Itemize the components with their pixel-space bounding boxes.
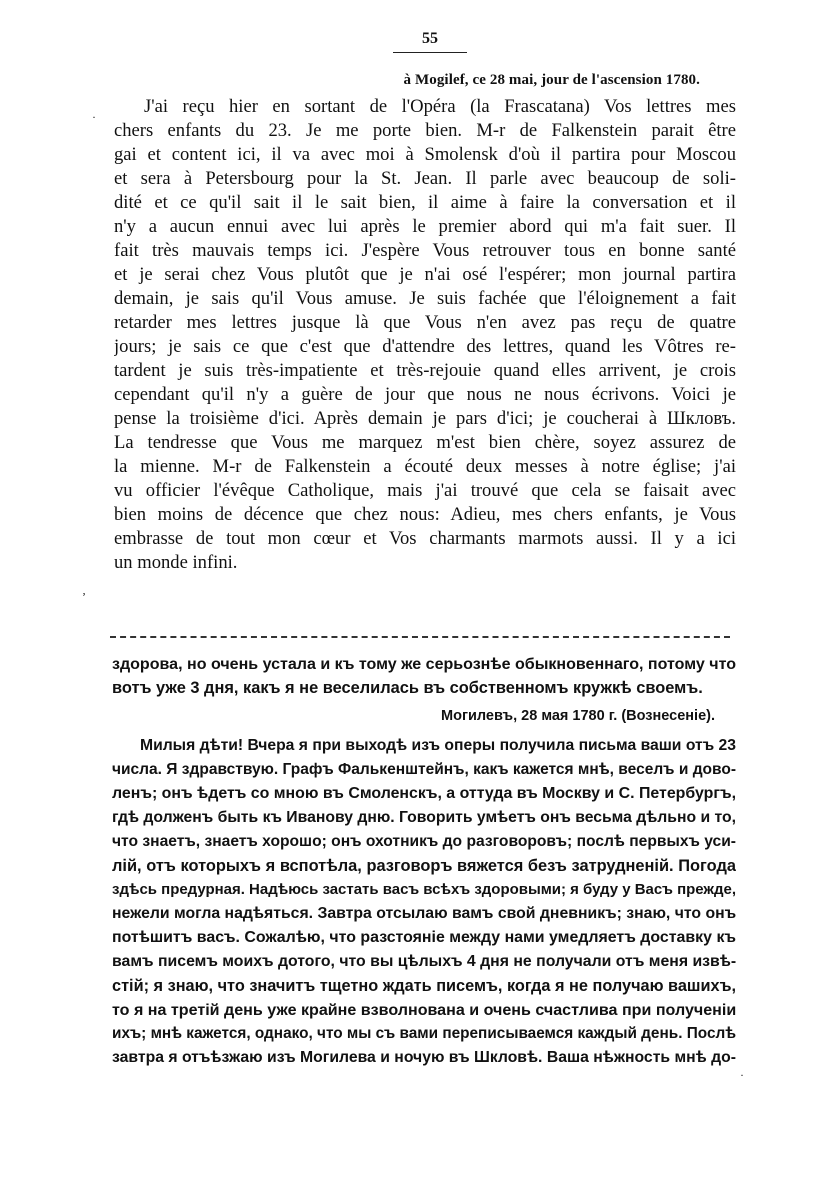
text-line: гдѣ долженъ быть къ Иванову дню. Говорить умѣетъ онъ весьма дѣльно и то,: [112, 809, 736, 826]
text-line: нежели могла надѣяться. Завтра отсылаю вамъ свой дневникъ; знаю, что онъ: [112, 905, 736, 922]
text-line: cependant qu'il n'y a guère de jour que nous ne nous écrivons. Voici je: [114, 384, 736, 405]
page-number-rule: [393, 52, 467, 53]
text-line: J'ai reçu hier en sortant de l'Opéra (la Frascatana) Vos lettres mes: [144, 96, 736, 117]
text-line: gai et content ici, il va avec moi à Smolensk d'où il partira pour Moscou: [114, 144, 736, 165]
text-line: La tendresse que Vous me marquez m'est bien chère, soyez assurez de: [114, 432, 736, 453]
text-line: la mienne. M-r de Falkenstein a écouté deux messes à notre église; j'ai: [114, 456, 736, 477]
text-line: числа. Я здравствую. Графъ Фалькенштейнъ, какъ кажется мнѣ, веселъ и дово-: [112, 761, 736, 778]
text-line: Милыя дѣти! Вчера я при выходѣ изъ оперы получила письма ваши отъ 23: [140, 737, 736, 754]
scan-speck: ·: [92, 110, 96, 124]
text-line: retarder mes lettres jusque là que Vous n'en avez pas reçu de quatre: [114, 312, 736, 333]
french-letter-dateline: à Mogilef, ce 28 mai, jour de l'ascension 1780.: [403, 72, 700, 88]
text-line: pense la troisième d'ici. Après demain je pars d'ici; je coucherai à Шкловъ.: [114, 408, 736, 429]
text-line: что знаетъ, знаетъ хорошо; онъ охотникъ до разговоровъ; послѣ первыхъ уси-: [112, 833, 736, 850]
text-line: et sera à Petersbourg pour la St. Jean. Il parle avec beaucoup de soli-: [114, 168, 736, 189]
russian-letter-dateline: Могилевъ, 28 мая 1780 г. (Вознесеніе).: [441, 708, 715, 724]
text-line: bien moins de décence que chez nous: Adieu, mes chers enfants, je Vous: [114, 504, 736, 525]
russian-continuation-text: [112, 652, 736, 700]
text-line: chers enfants du 23. Je me porte bien. M-r de Falkenstein parait être: [114, 120, 736, 141]
text-line: вамъ писемъ моихъ дотого, что вы цѣлыхъ 4 дня не получали отъ меня извѣ-: [112, 953, 736, 970]
text-line: n'y a aucun ennui avec lui après le premier abord qui m'a fait suer. Il: [114, 216, 736, 237]
text-line: вотъ уже 3 дня, какъ я не веселилась въ собственномъ кружкѣ своемъ.: [112, 679, 703, 697]
text-line: то я на третій день уже крайне взволнована и очень счастлива при полученіи: [112, 1001, 736, 1019]
text-line: tardent je suis très-impatiente et très-rejouie quand elles arrivent, je crois: [114, 360, 736, 381]
text-line: demain, je sais qu'il Vous amuse. Je suis fachée que l'éloignement a fait: [114, 288, 736, 309]
text-line: завтра я отъѣзжаю изъ Могилева и ночую въ Шкловѣ. Ваша нѣжность мнѣ до-: [112, 1049, 736, 1066]
text-line: здорова, но очень устала и къ тому же серьознѣе обыкновеннаго, потому что: [112, 655, 736, 673]
text-line: потѣшитъ васъ. Сожалѣю, что разстояніе между нами умедляетъ доставку къ: [112, 929, 736, 946]
text-line: ихъ; мнѣ кажется, однако, что мы съ вами переписываемся каждый день. Послѣ: [112, 1025, 736, 1042]
text-line: dité et ce qu'il sait il le sait bien, il aime à faire la conversation et il: [114, 192, 736, 213]
page-number: 55: [422, 30, 438, 47]
text-line: лій, отъ которыхъ я вспотѣла, разговоръ вяжется безъ затрудненій. Погода: [112, 857, 736, 875]
text-line: un monde infini.: [114, 552, 238, 573]
text-line: стій; я знаю, что значитъ тщетно ждать писемъ, когда я не получаю вашихъ,: [112, 977, 736, 995]
russian-letter-body: [112, 734, 736, 1070]
text-line: et je serai chez Vous plutôt que je n'ai osé l'espérer; mon journal partira: [114, 264, 736, 285]
text-line: здѣсь предурная. Надѣюсь застать васъ всѣхъ здоровыми; я буду у Васъ прежде,: [112, 881, 736, 898]
scan-speck: ·: [740, 1068, 744, 1082]
french-letter-body: [114, 95, 736, 575]
text-line: fait très mauvais temps ici. J'espère Vous retrouver tous en bonne santé: [114, 240, 736, 261]
text-line: vu officier l'évêque Catholique, mais j'ai trouvé que cela se faisait avec: [114, 480, 736, 501]
text-line: embrasse de tout mon cœur et Vos charmants marmots aussi. Il y a ici: [114, 528, 736, 549]
scan-speck: ʼ: [82, 590, 86, 604]
text-line: jours; je sais ce que c'est que d'attendre des lettres, quand les Vôtres re-: [114, 336, 736, 357]
section-separator-rule: [110, 636, 730, 638]
text-line: ленъ; онъ ѣдетъ со мною въ Смоленскъ, а оттуда въ Москву и С. Петербургъ,: [112, 785, 736, 802]
